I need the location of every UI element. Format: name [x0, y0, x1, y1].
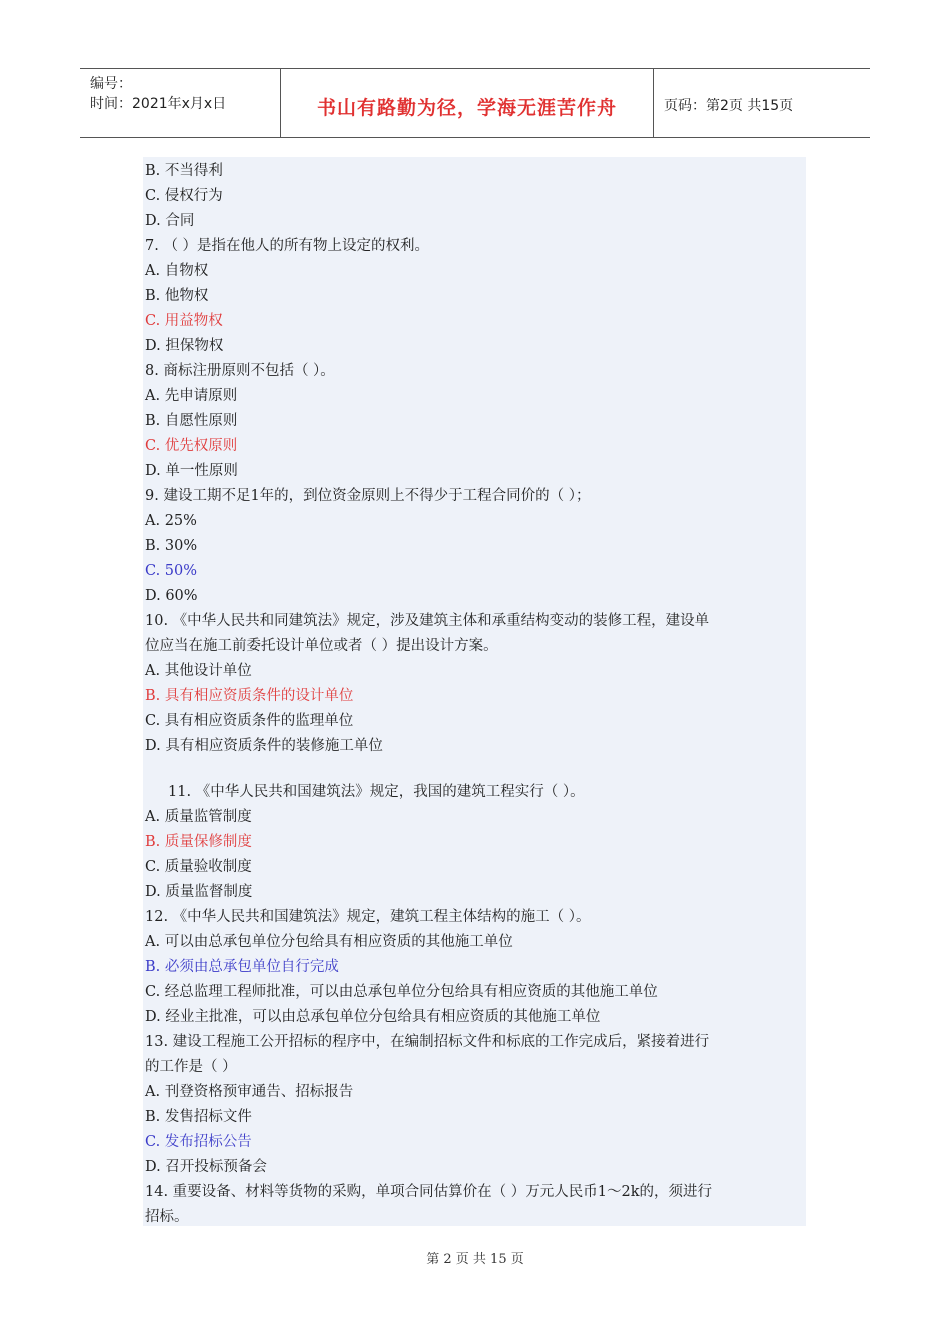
answer-option: B. 自愿性原则 [145, 413, 238, 429]
answer-option: D. 具有相应资质条件的装修施工单位 [145, 738, 383, 754]
answer-option: B. 30% [145, 538, 198, 554]
answer-option: D. 经业主批准，可以由总承包单位分包给具有相应资质的其他施工单位 [145, 1009, 601, 1025]
answer-option: C. 具有相应资质条件的监理单位 [145, 713, 354, 729]
answer-option: D. 合同 [145, 213, 195, 229]
answer-option: B. 不当得利 [145, 163, 223, 179]
question-text: 7. （ ）是指在他人的所有物上设定的权利。 [145, 238, 430, 254]
question-text: 招标。 [145, 1209, 189, 1225]
answer-option: A. 质量监管制度 [145, 809, 252, 825]
answer-option: D. 单一性原则 [145, 463, 238, 479]
header-motto: 书山有路勤为径，学海无涯苦作舟 [316, 97, 617, 119]
header-page-cell [654, 69, 870, 137]
answer-option: C. 50% [145, 563, 198, 579]
answer-option: C. 发布招标公告 [145, 1134, 252, 1150]
answer-option: B. 发售招标文件 [145, 1109, 252, 1125]
answer-option: B. 具有相应资质条件的设计单位 [145, 688, 354, 704]
header-page-info: 页码：第2页 共15页 [664, 98, 794, 114]
question-text: 12. 《中华人民共和国建筑法》规定，建筑工程主体结构的施工（ ）。 [145, 909, 591, 925]
document-number-label: 编号： [90, 76, 132, 92]
answer-option: C. 质量验收制度 [145, 859, 252, 875]
answer-option: C. 侵权行为 [145, 188, 223, 204]
question-text: 13. 建设工程施工公开招标的程序中，在编制招标文件和标底的工作完成后，紧接着进行 [145, 1034, 710, 1050]
answer-option: C. 经总监理工程师批准，可以由总承包单位分包给具有相应资质的其他施工单位 [145, 984, 658, 1000]
question-text: 14. 重要设备、材料等货物的采购，单项合同估算价在（ ）万元人民币1～2k的，须进行 [145, 1184, 713, 1200]
question-text: 11. 《中华人民共和国建筑法》规定，我国的建筑工程实行（ ）。 [145, 784, 585, 800]
answer-option: D. 质量监督制度 [145, 884, 253, 900]
question-text: 的工作是（ ） [145, 1059, 237, 1075]
answer-option: D. 召开投标预备会 [145, 1159, 267, 1175]
answer-option: A. 刊登资格预审通告、招标报告 [145, 1084, 354, 1100]
answer-option: A. 自物权 [145, 263, 209, 279]
header-meta-cell [80, 69, 281, 137]
answer-option: D. 担保物权 [145, 338, 224, 354]
answer-option: B. 必须由总承包单位自行完成 [145, 959, 339, 975]
answer-option: B. 他物权 [145, 288, 209, 304]
answer-option: C. 用益物权 [145, 313, 223, 329]
question-text: 位应当在施工前委托设计单位或者（ ）提出设计方案。 [145, 638, 498, 654]
page-header [80, 68, 870, 138]
answer-option: D. 60% [145, 588, 198, 604]
question-text: 10. 《中华人民共和同建筑法》规定，涉及建筑主体和承重结构变动的装修工程，建设单 [145, 613, 710, 629]
question-text: 9. 建设工期不足1年的，到位资金原则上不得少于工程合同价的（ ）； [145, 488, 591, 504]
answer-option: A. 25% [145, 513, 197, 529]
answer-option: A. 其他设计单位 [145, 663, 252, 679]
answer-option: C. 优先权原则 [145, 438, 238, 454]
answer-option: A. 可以由总承包单位分包给具有相应资质的其他施工单位 [145, 934, 513, 950]
page-footer: 第 2 页 共 15 页 [426, 1252, 524, 1267]
question-text: 8. 商标注册原则不包括（ ）。 [145, 363, 335, 379]
answer-option: B. 质量保修制度 [145, 834, 252, 850]
document-time-label: 时间：2021年x月x日 [90, 96, 227, 112]
header-motto-cell [281, 69, 654, 137]
answer-option: A. 先申请原则 [145, 388, 238, 404]
